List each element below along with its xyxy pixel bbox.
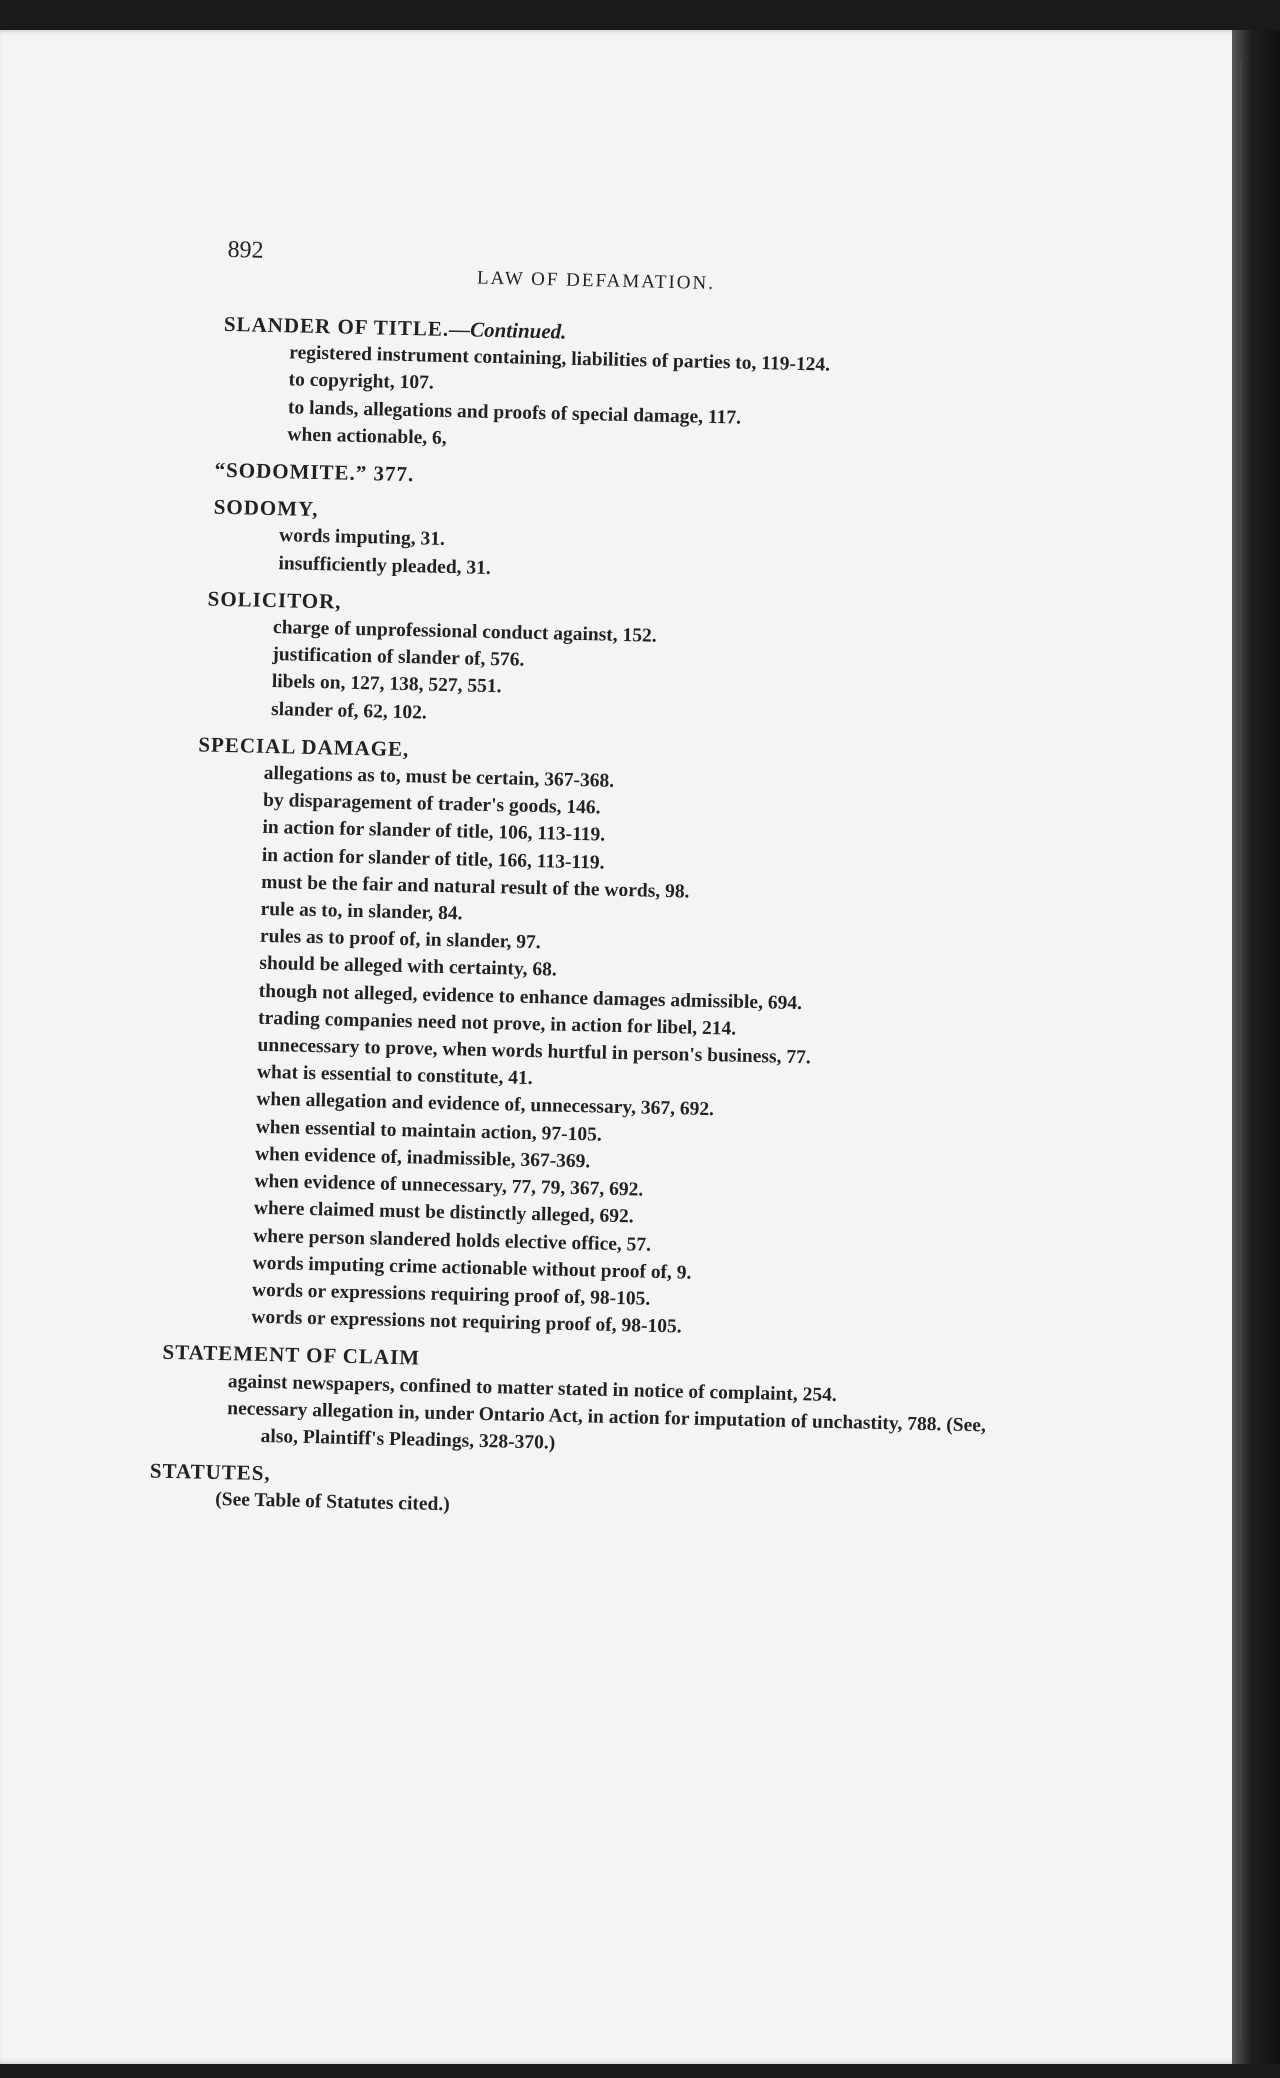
sub-entry: by disparagement of trader's goods, 146. <box>262 790 601 819</box>
sub-entry: necessary allegation in, under Ontario Act, in action for imputation of unchastity, 788. (See, also, Plaintiff's Pleadings, 328-370.) <box>227 1397 987 1454</box>
sub-entry: when allegation and evidence of, unnecessary, 367, 692. <box>256 1089 715 1121</box>
sub-entry: to lands, allegations and proofs of special damage, 117. <box>287 396 742 429</box>
sub-entry: justification of slander of, 576. <box>272 644 525 671</box>
sub-entry: when evidence of unnecessary, 77, 79, 367, 692. <box>254 1170 644 1201</box>
sub-entry: must be the fair and natural result of the words, 98. <box>261 871 690 903</box>
sub-entry: charge of unprofessional conduct against, 152. <box>272 617 657 647</box>
sub-entry: words imputing crime actionable without proof of, 9. <box>252 1252 692 1284</box>
entry-heading: SPECIAL DAMAGE, <box>198 732 410 761</box>
book-page <box>0 30 1244 2064</box>
page-edge-line <box>1240 60 1242 2040</box>
entry-heading: STATEMENT OF CLAIM <box>162 1340 421 1370</box>
heading-text: SLANDER OF TITLE. <box>223 311 450 341</box>
index-entry-sodomite <box>214 457 1012 502</box>
entry-heading: SODOMY, <box>213 494 319 522</box>
entry-heading: STATUTES, <box>149 1458 271 1486</box>
sub-entry: when essential to maintain action, 97-105. <box>255 1116 602 1146</box>
sub-entry: what is essential to constitute, 41. <box>256 1062 533 1090</box>
sub-entry: slander of, 62, 102. <box>270 698 428 724</box>
entry-heading: “SODOMITE.” 377. <box>214 457 415 487</box>
sub-entry: (See Table of Statutes cited.) <box>214 1489 450 1516</box>
sub-entry: though not alleged, evidence to enhance damages admissible, 694. <box>258 980 803 1014</box>
sub-entry: where person slandered holds elective office, 57. <box>252 1225 652 1256</box>
index-entry-sodomy <box>212 494 1012 594</box>
continued-label: —Continued. <box>448 316 567 344</box>
index-entry-statutes <box>149 1458 990 1531</box>
sub-entry: unnecessary to prove, when words hurtful in person's business, 77. <box>257 1034 811 1069</box>
sub-entry: to copyright, 107. <box>288 369 435 395</box>
sub-entry: registered instrument containing, liabilities of parties to, 119-124. <box>289 342 831 376</box>
sub-entry: in action for slander of title, 106, 113-119. <box>262 817 606 847</box>
entry-heading: SOLICITOR, <box>207 586 342 614</box>
sub-entry: trading companies need not prove, in action for libel, 214. <box>257 1007 737 1040</box>
page-content <box>0 16 1267 2078</box>
index-entry-special-damage <box>185 731 1006 1348</box>
page-number: 892 <box>227 236 264 264</box>
index-entry-slander-of-title <box>221 311 1016 465</box>
index-entry-statement-of-claim <box>160 1339 992 1467</box>
sub-entry: libels on, 127, 138, 527, 551. <box>271 671 502 698</box>
index-entry-solicitor <box>205 585 1010 739</box>
sub-entry: allegations as to, must be certain, 367-368. <box>263 762 615 792</box>
sub-entry: when actionable, 6, <box>287 424 447 449</box>
sub-entry: insufficiently pleaded, 31. <box>278 552 492 579</box>
sub-entry: against newspapers, confined to matter stated in notice of complaint, 254. <box>227 1370 838 1406</box>
sub-entry: rules as to proof of, in slander, 97. <box>259 926 541 954</box>
sub-entry: when evidence of, inadmissible, 367-369. <box>254 1143 591 1173</box>
sub-entry: rule as to, in slander, 84. <box>260 898 463 925</box>
sub-entry: where claimed must be distinctly alleged, 692. <box>253 1198 634 1228</box>
index-body <box>149 311 1016 1541</box>
sub-entry: words imputing, 31. <box>278 525 446 551</box>
running-head: LAW OF DEFAMATION. <box>476 267 716 294</box>
sub-entry: in action for slander of title, 166, 113-119. <box>261 844 605 874</box>
sub-entry: words or expressions requiring proof of, 98-105. <box>251 1279 651 1310</box>
sub-entry: words or expressions not requiring proof of, 98-105. <box>251 1306 682 1338</box>
sub-entry: should be alleged with certainty, 68. <box>259 953 557 982</box>
